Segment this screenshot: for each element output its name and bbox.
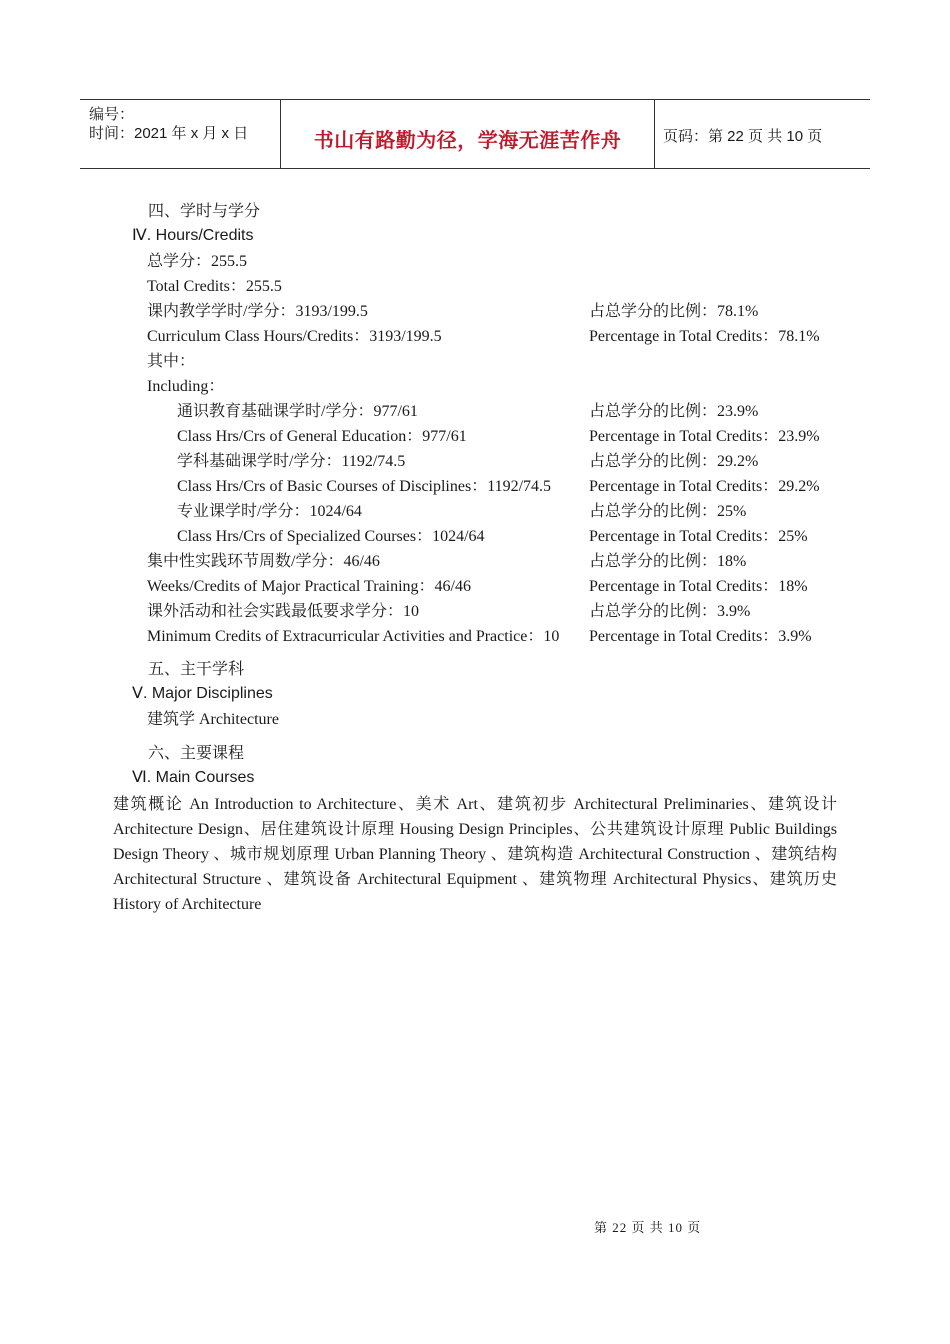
credit-row-label: 专业课学时/学分：1024/64 — [177, 503, 362, 520]
credit-row-label: 通识教育基础课学时/学分：977/61 — [177, 403, 418, 420]
credit-row-percentage: 占总学分的比例：3.9% — [589, 603, 751, 620]
header-page-cell — [655, 100, 870, 168]
credit-row-percentage: 占总学分的比例：23.9% — [589, 403, 759, 420]
credit-row-label: 课内教学学时/学分：3193/199.5 — [147, 303, 368, 320]
page-header — [80, 99, 870, 169]
total-credits-en: Total Credits：255.5 — [147, 278, 282, 295]
total-credits-cn: 总学分：255.5 — [147, 253, 248, 270]
credit-row-percentage: 占总学分的比例：78.1% — [589, 303, 759, 320]
header-motto-cell — [281, 100, 655, 168]
credit-row-label: Class Hrs/Crs of Specialized Courses：1024/64 — [177, 528, 485, 545]
credit-row-label: Curriculum Class Hours/Credits：3193/199.5 — [147, 328, 442, 345]
header-meta-cell — [80, 100, 281, 168]
credit-row-percentage: 占总学分的比例：29.2% — [589, 453, 759, 470]
document-time-label: 时间：2021 年 x 月 x 日 — [89, 125, 249, 142]
section-4-title-cn: 四、学时与学分 — [148, 203, 261, 220]
credit-row-percentage: 占总学分的比例：18% — [589, 553, 747, 570]
credit-row-label: Minimum Credits of Extracurricular Activities and Practice：10 — [147, 628, 560, 645]
credit-row-percentage: 占总学分的比例：25% — [589, 503, 747, 520]
credit-row-label: Class Hrs/Crs of General Education：977/61 — [177, 428, 467, 445]
section-6-title-en: Ⅵ. Main Courses — [132, 769, 255, 786]
section-5-title-cn: 五、主干学科 — [148, 661, 245, 678]
credit-row-percentage: Percentage in Total Credits：78.1% — [589, 328, 820, 345]
credit-row-percentage: Percentage in Total Credits：25% — [589, 528, 808, 545]
section-4-title-en: Ⅳ. Hours/Credits — [132, 227, 254, 244]
header-motto: 书山有路勤为径，学海无涯苦作舟 — [313, 130, 622, 152]
credit-row-label: 课外活动和社会实践最低要求学分：10 — [147, 603, 420, 620]
main-courses-paragraph: 建筑概论 An Introduction to Architecture、美术 Art、建筑初步 Architectural Preliminaries、建筑设计 Architecture Design、居住建筑设计原理 Housing Design Principles、公共建筑设计原理 Public Buildings Design Theory 、城市规划原理 Urban Planning Theory 、建筑构造 Architectural Construction 、建筑结构 Architectural Structure 、建筑设备 Architectural Equipment 、建筑物理 Architectural Physics、建筑历史 History of Architecture — [113, 796, 837, 913]
credit-row-label: 集中性实践环节周数/学分：46/46 — [147, 553, 380, 570]
credit-row-label: Class Hrs/Crs of Basic Courses of Disciplines：1192/74.5 — [177, 478, 552, 495]
document-number-label: 编号： — [89, 106, 135, 123]
section-5-title-en: Ⅴ. Major Disciplines — [132, 685, 273, 702]
credit-row-percentage: Percentage in Total Credits：23.9% — [589, 428, 820, 445]
credit-row-percentage: Percentage in Total Credits：18% — [589, 578, 808, 595]
including-label-en: Including： — [147, 378, 225, 395]
credit-row-percentage: Percentage in Total Credits：29.2% — [589, 478, 820, 495]
major-discipline: 建筑学 Architecture — [147, 711, 279, 728]
page-footer: 第 22 页 共 10 页 — [594, 1220, 702, 1235]
credit-row-label: 学科基础课学时/学分：1192/74.5 — [177, 453, 406, 470]
section-6-title-cn: 六、主要课程 — [148, 745, 245, 762]
including-label-cn: 其中： — [147, 353, 196, 370]
credit-row-percentage: Percentage in Total Credits：3.9% — [589, 628, 812, 645]
credit-row-label: Weeks/Credits of Major Practical Training：46/46 — [147, 578, 472, 595]
header-page-info: 页码：第 22 页 共 10 页 — [663, 128, 823, 145]
